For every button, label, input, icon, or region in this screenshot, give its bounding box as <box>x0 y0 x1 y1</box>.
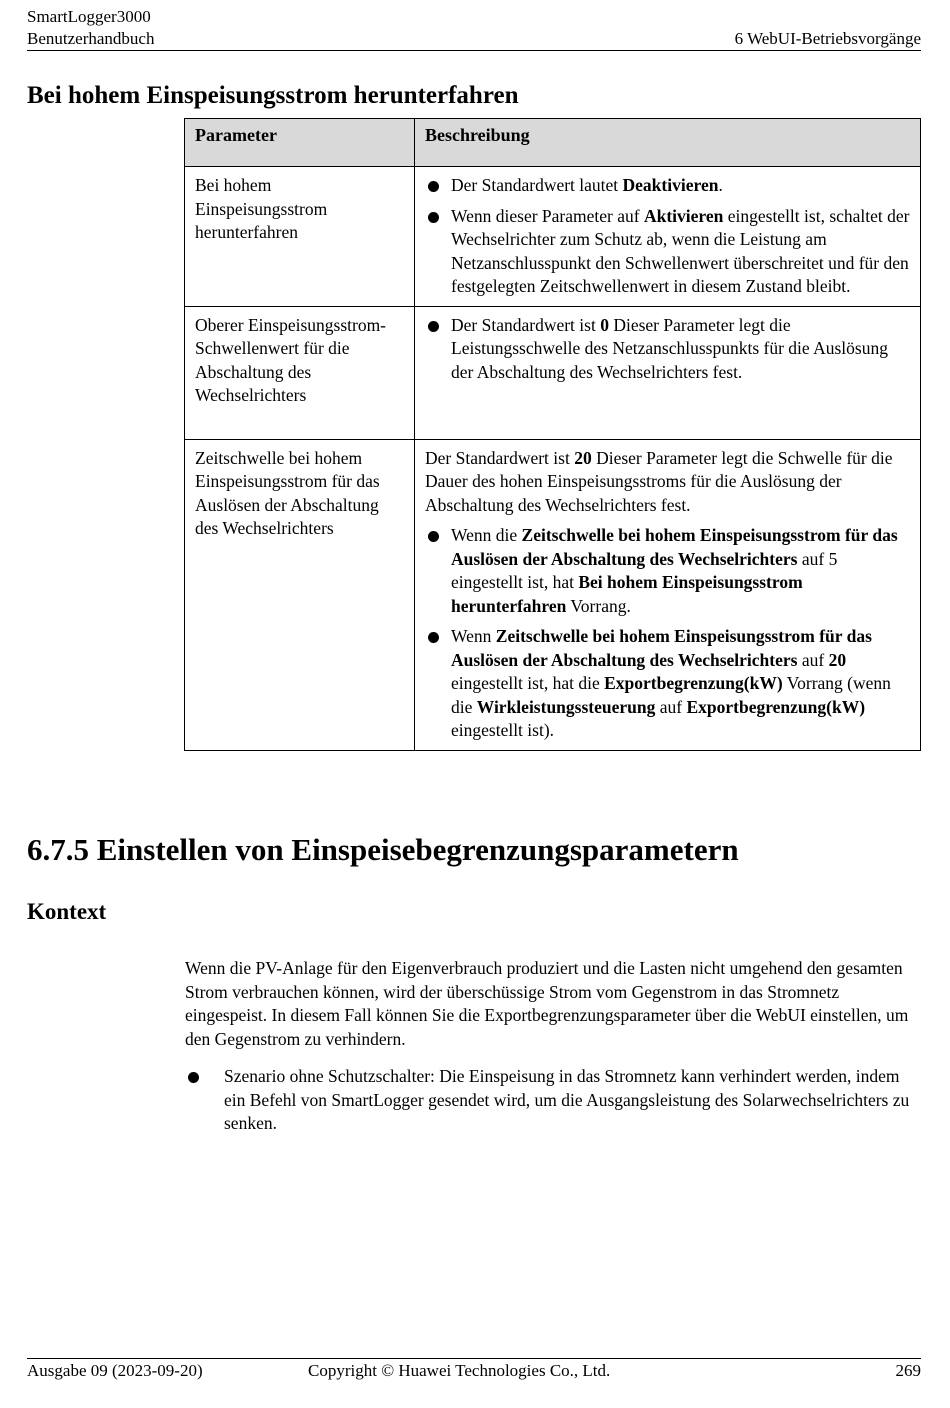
table-row <box>185 439 921 750</box>
text: eingestellt ist). <box>451 720 555 740</box>
text: eingestellt ist, hat die <box>451 673 605 693</box>
list-item <box>425 524 910 618</box>
text: Der Standardwert lautet <box>451 175 623 195</box>
table-row <box>185 167 921 307</box>
bold-text: Wirkleistungssteuerung <box>476 696 656 717</box>
table-cell-parameter: Oberer Einspeisungsstrom-Schwellenwert für die Abschaltung des Wechselrichters <box>185 306 415 439</box>
bullet-icon <box>188 1072 199 1083</box>
list-item-text: Szenario ohne Schutzschalter: Die Einspeisung in das Stromnetz kann verhindert werden, indem ein Befehl von SmartLogger gesendet wird, um die Ausgangsleistung des Solarwechselrichters zu senken. <box>224 1066 910 1133</box>
table-header-description: Beschreibung <box>415 119 921 167</box>
list-item <box>425 625 910 743</box>
table-cell-description <box>415 306 921 439</box>
list-item <box>425 174 910 198</box>
text: auf 5 eingestellt ist, hat <box>451 548 838 592</box>
bold-text: Exportbegrenzung(kW) <box>604 673 783 693</box>
context-paragraph: Wenn die PV-Anlage für den Eigenverbrauch produziert und die Lasten nicht umgehend den gesamten Strom verbrauchen können, wird der überschüssige Strom vom Gegenstrom in das Stromnetz eingespeist. In diesem Fall können Sie die Exportbegrenzungsparameter über die WebUI einstellen, um den Gegenstrom zu verhindern. <box>185 958 909 1049</box>
text: Vorrang. <box>566 595 631 616</box>
bold-text: Bei hohem Einspeisungsstrom herunterfahren <box>451 572 803 616</box>
text: . <box>718 175 723 195</box>
bold-text: 20 <box>574 447 592 468</box>
table-cell-parameter: Bei hohem Einspeisungsstrom herunterfahren <box>185 167 415 307</box>
footer-divider <box>27 1358 921 1359</box>
page-number: 269 <box>895 1361 921 1380</box>
page-header-left <box>27 6 154 50</box>
bold-text: 0 <box>600 314 609 335</box>
table-cell-parameter: Zeitschwelle bei hohem Einspeisungsstrom für das Auslösen der Abschaltung des Wechselrichters <box>185 439 415 750</box>
section-heading: 6.7.5 Einstellen von Einspeisebegrenzungsparametern <box>27 832 739 867</box>
table-row <box>185 306 921 439</box>
description-list <box>425 524 910 743</box>
header-chapter: 6 WebUI-Betriebsvorgänge <box>734 29 921 48</box>
header-doc-type: Benutzerhandbuch <box>27 29 155 48</box>
text: Wenn die <box>451 525 522 545</box>
text: Dieser Parameter legt die Leistungsschwelle des Netzanschlusspunkts für die Auslösung der Abschaltung des Wechselrichters fest. <box>451 314 888 382</box>
header-divider <box>27 50 921 51</box>
bold-text: Exportbegrenzung(kW) <box>686 696 866 717</box>
bold-text: 20 <box>828 649 847 670</box>
text: eingestellt ist, schaltet der Wechselrichter zum Schutz ab, wenn die Leistung am Netzanschlusspunkt den Schwellenwert überschreitet und für den festgelegten Zeitschwellenwert in diesem Zustand bleibt. <box>451 205 910 296</box>
text: Dieser Parameter legt die Schwelle für die Dauer des hohen Einspeisungsstroms für die Auslösung der Abschaltung des Wechselrichters fest. <box>425 447 893 515</box>
list-item <box>185 1065 921 1136</box>
list-item <box>425 314 910 385</box>
bold-text: Aktivieren <box>643 205 724 226</box>
description-list <box>425 174 910 299</box>
footer-copyright: Copyright © Huawei Technologies Co., Ltd. <box>308 1361 611 1380</box>
bold-text: Zeitschwelle bei hohem Einspeisungsstrom für das Auslösen der Abschaltung des Wechselrichters <box>451 626 872 670</box>
bold-text: Deaktivieren <box>622 175 719 195</box>
text: auf <box>655 696 687 717</box>
table-cell-description <box>415 167 921 307</box>
table-header-row <box>185 119 921 167</box>
list-item <box>425 205 910 299</box>
text: Wenn dieser Parameter auf <box>451 205 644 226</box>
parameter-table <box>184 118 921 751</box>
description-intro <box>425 447 910 518</box>
bold-text: Zeitschwelle bei hohem Einspeisungsstrom für das Auslösen der Abschaltung des Wechselrichters <box>451 525 898 569</box>
description-list <box>425 314 910 385</box>
header-product: SmartLogger3000 <box>27 7 151 26</box>
subsection-heading: Kontext <box>27 899 107 924</box>
section-title: Bei hohem Einspeisungsstrom herunterfahren <box>27 82 519 109</box>
footer-edition: Ausgabe 09 (2023-09-20) <box>27 1361 203 1380</box>
text: auf <box>797 649 829 670</box>
text: Vorrang (wenn die <box>451 673 891 717</box>
text: Wenn <box>451 626 496 646</box>
text: Der Standardwert ist <box>451 314 601 335</box>
text: Der Standardwert ist <box>425 447 575 468</box>
table-header-parameter: Parameter <box>185 119 415 167</box>
table-cell-description <box>415 439 921 750</box>
